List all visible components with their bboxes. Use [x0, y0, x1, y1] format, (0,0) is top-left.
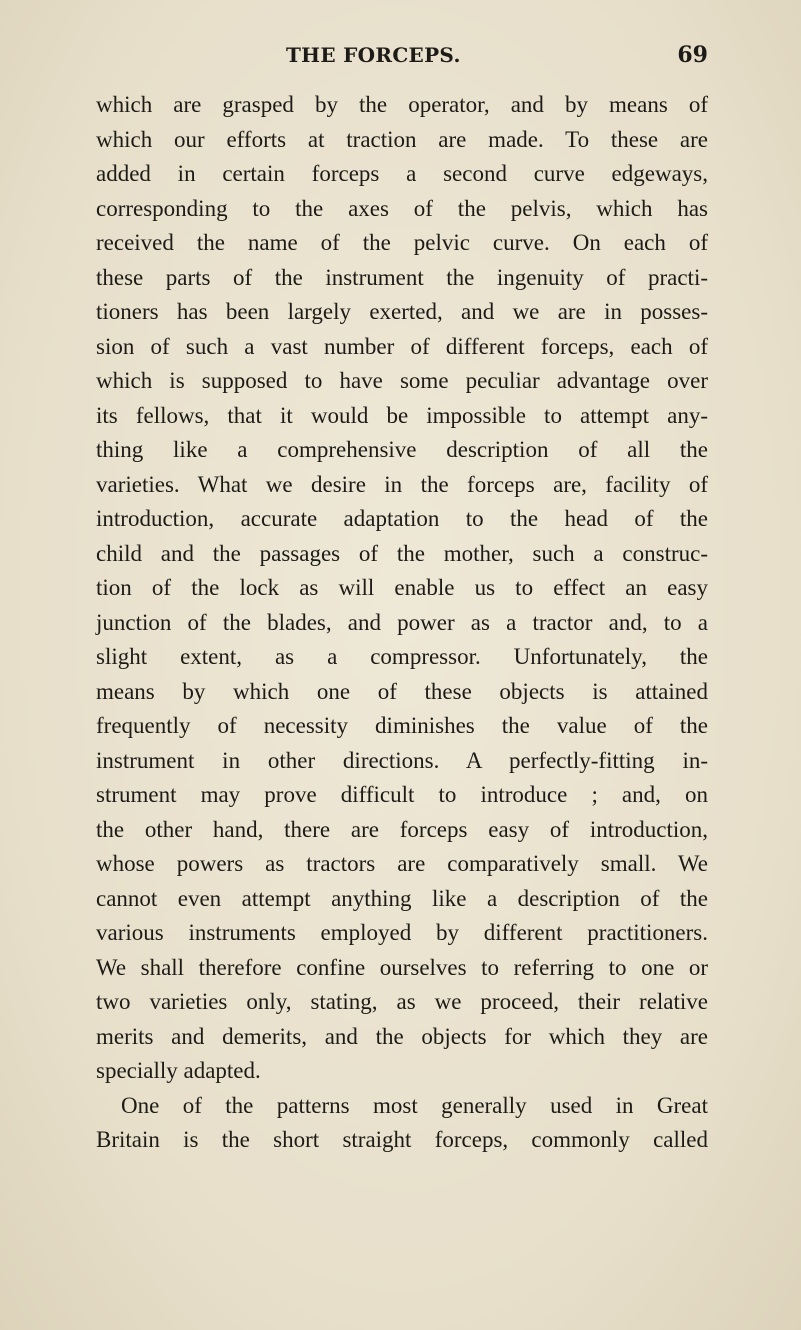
- text-line: merits and demerits, and the objects for which they are: [96, 1023, 708, 1049]
- text-line: One of the patterns most generally used in Great: [121, 1092, 708, 1118]
- text-line: thing like a comprehensive description of all the: [96, 437, 708, 462]
- text-line: We shall therefore confine ourselves to referring to one or: [96, 954, 708, 980]
- text-line: tioners has been largely exerted, and we are in posses-: [96, 299, 708, 324]
- text-line: strument may prove difficult to introduce ; and, on: [96, 782, 708, 807]
- text-line: which are grasped by the operator, and by means of: [96, 92, 708, 117]
- text-line: instrument in other directions. A perfectly-fitting in-: [96, 747, 708, 773]
- text-line: these parts of the instrument the ingenuity of practi-: [96, 264, 708, 290]
- body-text: [96, 88, 708, 1158]
- text-line: means by which one of these objects is attained: [96, 678, 708, 704]
- text-line: which is supposed to have some peculiar advantage over: [96, 368, 708, 393]
- text-line: the other hand, there are forceps easy of introduction,: [96, 816, 708, 842]
- paragraph: [96, 1089, 708, 1158]
- text-line: varieties. What we desire in the forceps are, facility of: [96, 471, 708, 497]
- text-line: two varieties only, stating, as we proceed, their relative: [96, 989, 708, 1014]
- page-header: [96, 38, 708, 72]
- text-line: its fellows, that it would be impossible to attempt any-: [96, 402, 708, 428]
- text-line: corresponding to the axes of the pelvis, which has: [96, 195, 708, 221]
- text-line: junction of the blades, and power as a tractor and, to a: [96, 609, 708, 635]
- text-line: child and the passages of the mother, such a construc-: [96, 540, 708, 566]
- text-line: slight extent, as a compressor. Unfortunately, the: [96, 644, 708, 669]
- running-head: THE FORCEPS.: [286, 43, 461, 67]
- paragraph: [96, 88, 708, 1089]
- text-line: tion of the lock as will enable us to effect an easy: [96, 575, 708, 600]
- page-number: 69: [677, 42, 708, 68]
- text-line: Britain is the short straight forceps, commonly called: [96, 1127, 708, 1152]
- text-line: introduction, accurate adaptation to the head of the: [96, 506, 708, 531]
- text-line: whose powers as tractors are comparatively small. We: [96, 851, 708, 876]
- text-line: which our efforts at traction are made. To these are: [96, 126, 708, 152]
- text-line: various instruments employed by different practitioners.: [96, 920, 708, 945]
- text-line: frequently of necessity diminishes the value of the: [96, 713, 708, 738]
- text-line: specially adapted.: [96, 1058, 261, 1083]
- text-line: received the name of the pelvic curve. On each of: [96, 230, 708, 255]
- text-line: sion of such a vast number of different forceps, each of: [96, 333, 708, 359]
- text-line: cannot even attempt anything like a description of the: [96, 885, 708, 911]
- text-line: added in certain forceps a second curve edgeways,: [96, 161, 708, 186]
